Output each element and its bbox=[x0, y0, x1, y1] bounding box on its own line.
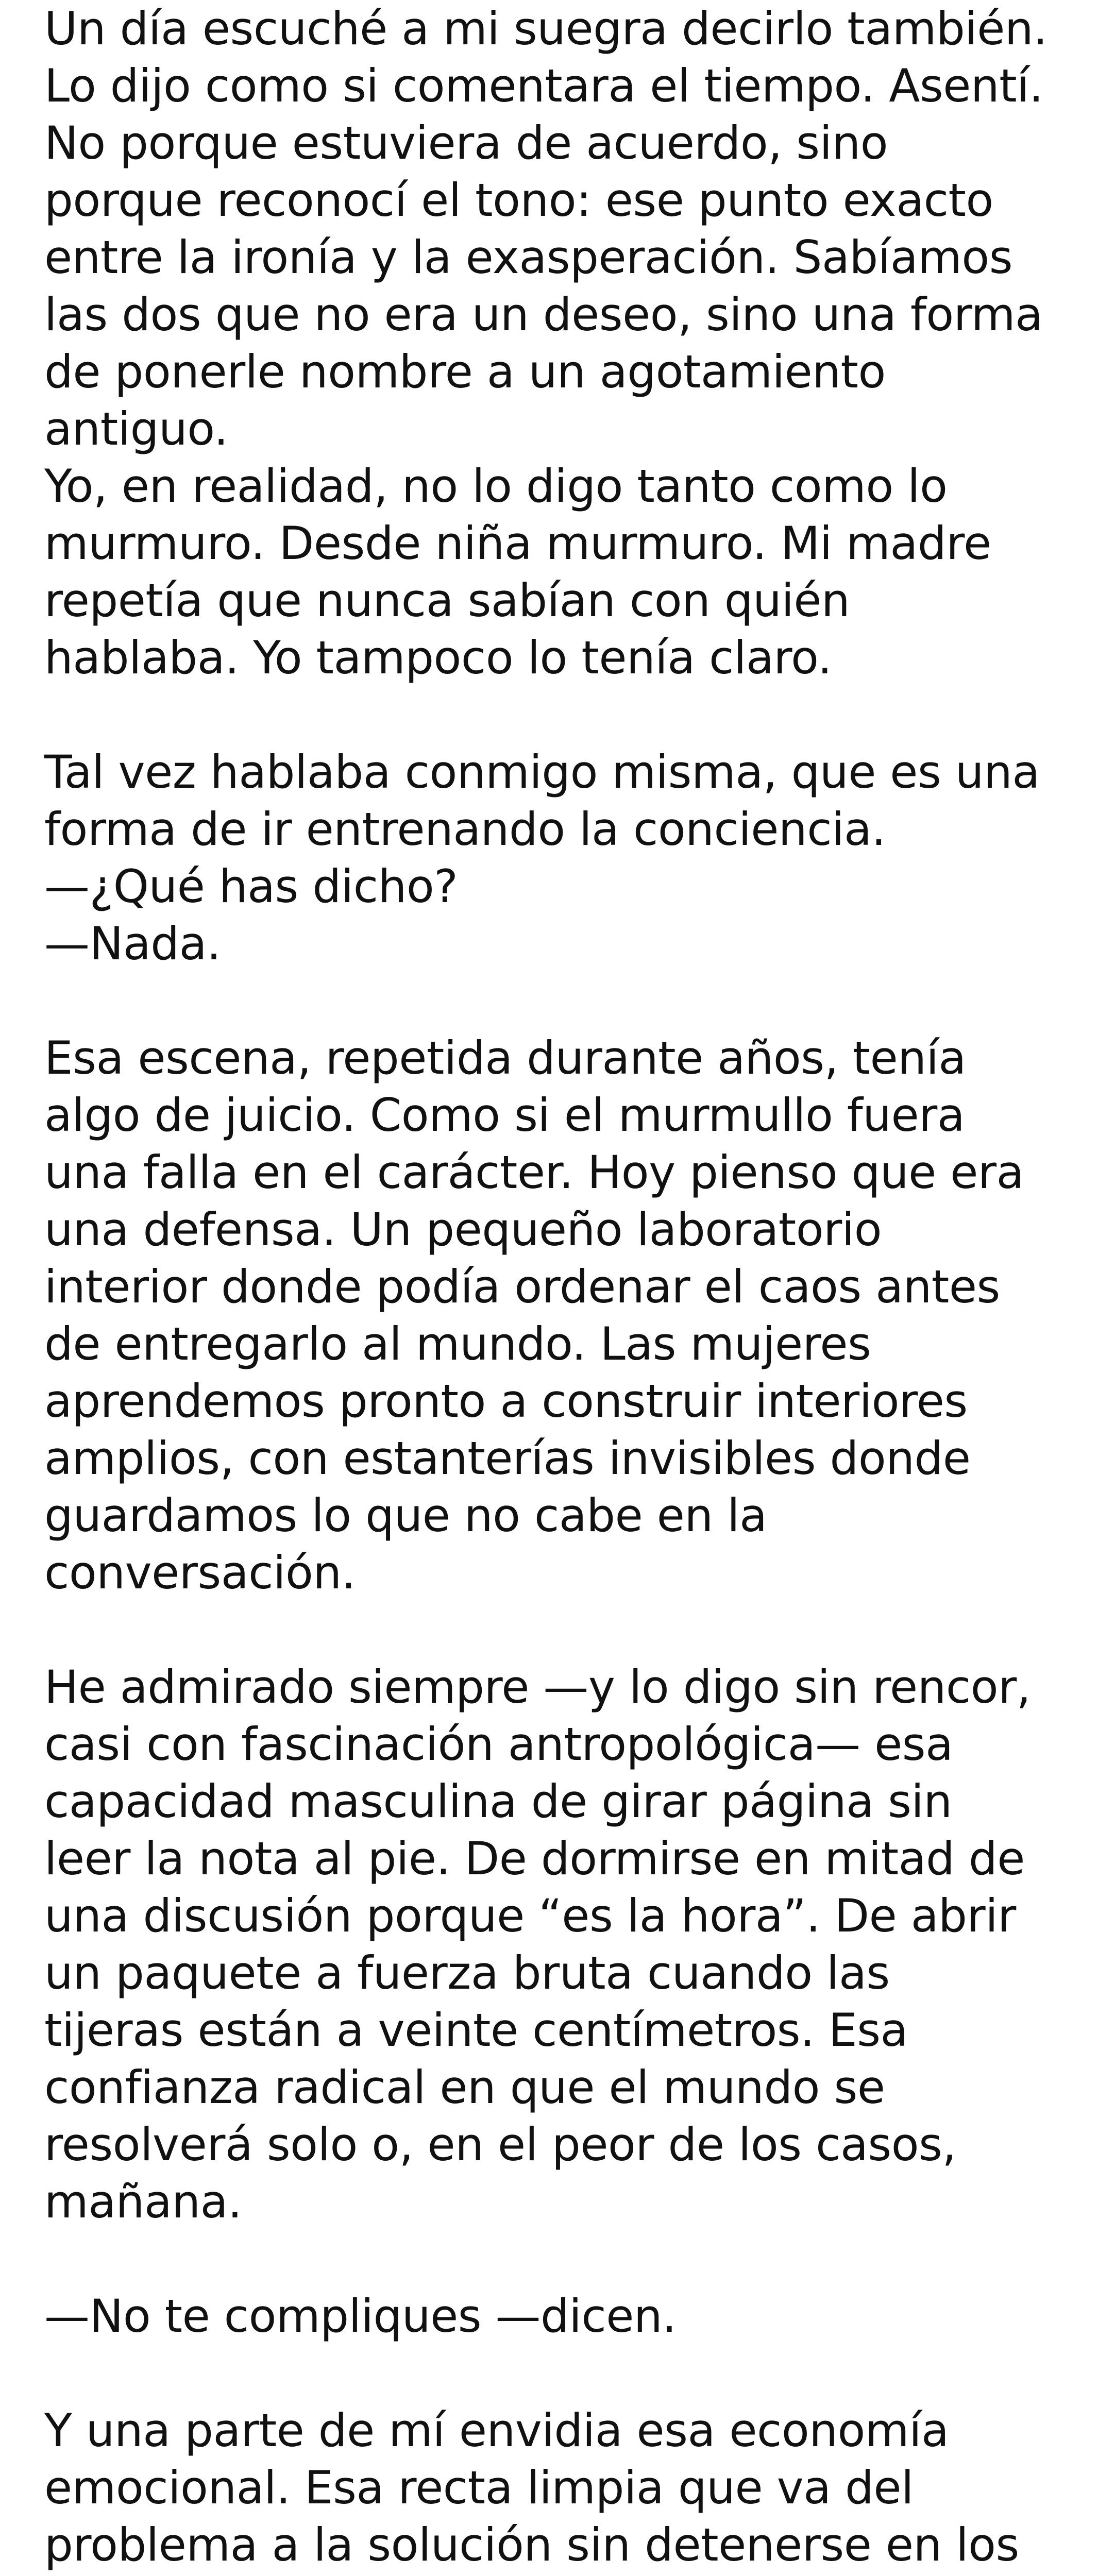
paragraph bbox=[44, 2287, 1106, 2345]
text-line: resolverá solo o, en el peor de los casos, bbox=[44, 2118, 956, 2171]
text-line: porque reconocí el tono: ese punto exacto bbox=[44, 174, 993, 227]
text-line: antiguo. bbox=[44, 402, 228, 455]
text-line: un paquete a fuerza bruta cuando las bbox=[44, 1946, 890, 1999]
text-line: He admirado siempre —y lo digo sin rencor, bbox=[44, 1660, 1031, 1714]
text-line: mañana. bbox=[44, 2175, 242, 2228]
paragraph bbox=[44, 0, 1106, 457]
paragraph bbox=[44, 2402, 1106, 2576]
text-line: conversación. bbox=[44, 1546, 356, 1599]
text-line: casi con fascinación antropológica— esa bbox=[44, 1718, 953, 1771]
text-line: una discusión porque “es la hora”. De abrir bbox=[44, 1889, 1016, 1942]
text-line: Esa escena, repetida durante años, tenía bbox=[44, 1031, 966, 1084]
text-line: repetía que nunca sabían con quién bbox=[44, 574, 850, 627]
text-line: guardamos lo que no cabe en la bbox=[44, 1489, 767, 1542]
text-line: Un día escuché a mi suegra decirlo también. bbox=[44, 2, 1048, 55]
text-line: —Nada. bbox=[44, 917, 221, 970]
text-line: —No te compliques —dicen. bbox=[44, 2290, 677, 2343]
document-body bbox=[44, 0, 1106, 2576]
text-line: problema a la solución sin detenerse en los bbox=[44, 2518, 1019, 2571]
text-line: emocional. Esa recta limpia que va del bbox=[44, 2461, 914, 2514]
text-line: hablaba. Yo tampoco lo tenía claro. bbox=[44, 631, 832, 684]
text-line: una falla en el carácter. Hoy pienso que era bbox=[44, 1146, 1024, 1199]
text-line bbox=[44, 2573, 1106, 2576]
text-line: de entregarlo al mundo. Las mujeres bbox=[44, 1317, 871, 1370]
text-line: Yo, en realidad, no lo digo tanto como lo bbox=[44, 460, 948, 513]
text-line: algo de juicio. Como si el murmullo fuera bbox=[44, 1089, 965, 1142]
text-line: aprendemos pronto a construir interiores bbox=[44, 1375, 968, 1428]
paragraph bbox=[44, 457, 1106, 686]
text-line: confianza radical en que el mundo se bbox=[44, 2061, 885, 2114]
text-line: leer la nota al pie. De dormirse en mitad de bbox=[44, 1832, 1025, 1885]
text-line: murmuro. Desde niña murmuro. Mi madre bbox=[44, 517, 991, 570]
text-line: tijeras están a veinte centímetros. Esa bbox=[44, 2004, 908, 2057]
text-line: Y una parte de mí envidia esa economía bbox=[44, 2404, 949, 2457]
text-line: amplios, con estanterías invisibles donde bbox=[44, 1432, 971, 1485]
text-line: interior donde podía ordenar el caos antes bbox=[44, 1260, 1000, 1313]
text-line: capacidad masculina de girar página sin bbox=[44, 1775, 952, 1828]
text-line: No porque estuviera de acuerdo, sino bbox=[44, 116, 888, 170]
text-line: las dos que no era un deseo, sino una forma bbox=[44, 288, 1043, 341]
text-line: forma de ir entrenando la conciencia. bbox=[44, 803, 886, 856]
text-line: una defensa. Un pequeño laboratorio bbox=[44, 1203, 882, 1256]
paragraph bbox=[44, 1658, 1106, 2230]
text-line: Tal vez hablaba conmigo misma, que es una bbox=[44, 745, 1040, 799]
text-line: entre la ironía y la exasperación. Sabíamos bbox=[44, 231, 1013, 284]
text-line: Lo dijo como si comentara el tiempo. Asentí. bbox=[44, 59, 1043, 112]
paragraph bbox=[44, 743, 1106, 972]
paragraph bbox=[44, 1029, 1106, 1601]
text-line: —¿Qué has dicho? bbox=[44, 860, 458, 913]
text-line: de ponerle nombre a un agotamiento bbox=[44, 345, 886, 398]
